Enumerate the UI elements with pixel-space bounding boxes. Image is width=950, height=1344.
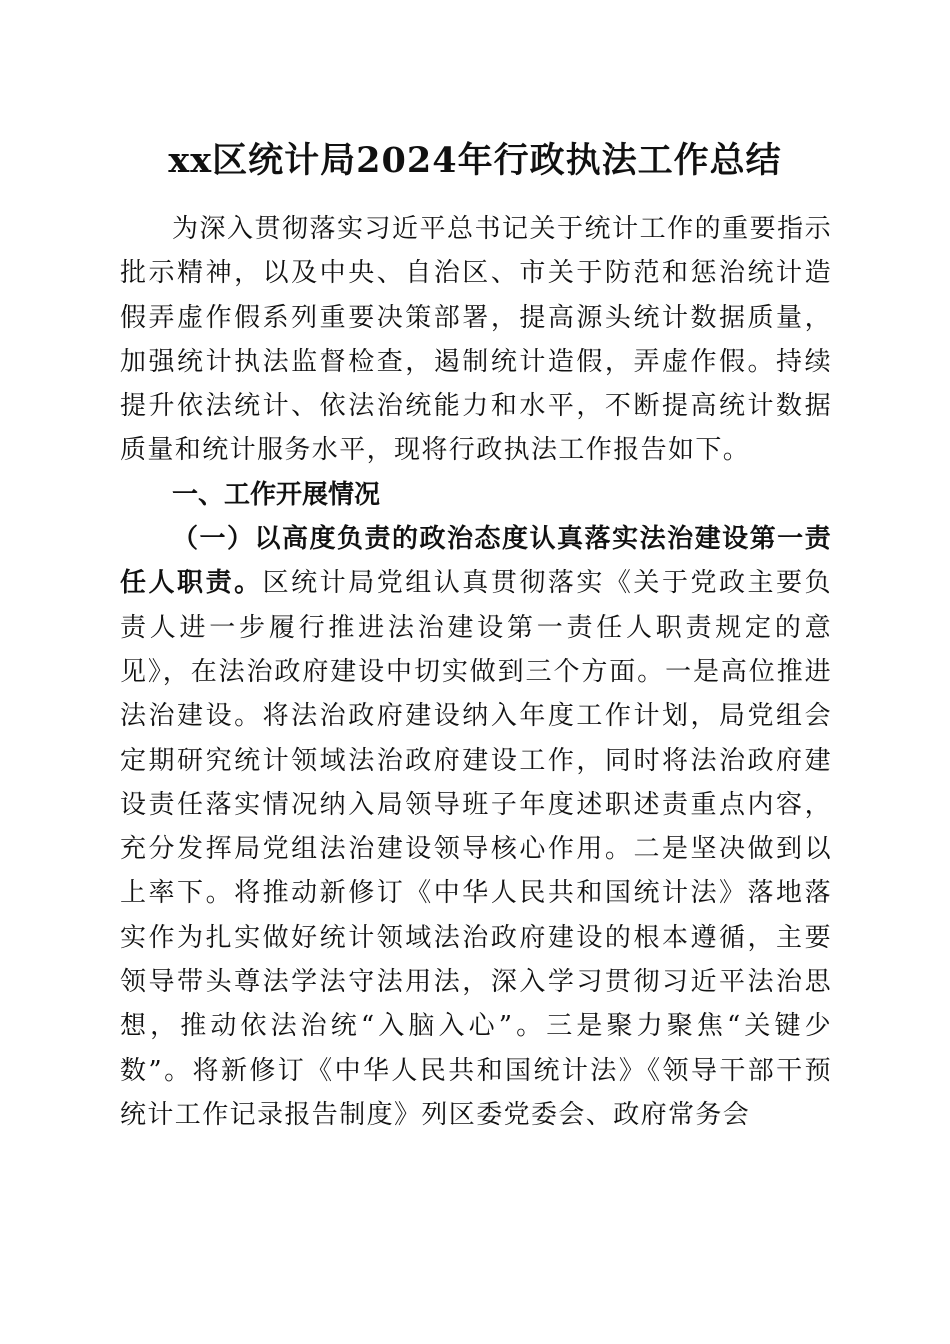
intro-paragraph: 为深入贯彻落实习近平总书记关于统计工作的重要指示批示精神，以及中央、自治区、市关于防范和惩治统计造假弄虚作假系列重要决策部署，提高源头统计数据质量，加强统计执法监督检查，遏制统计造假，弄虚作假。持续提升依法统计、依法治统能力和水平，不断提高统计数据质量和统计服务水平，现将行政执法工作报告如下。 — [120, 214, 832, 466]
document-title: xx区统计局2024年行政执法工作总结 — [168, 140, 782, 181]
document-body — [120, 207, 832, 1137]
subsection-paragraph-1 — [120, 517, 832, 1137]
subsection-lead-1: （一）以高度负责的政治态度认真落实法治建设第一责任人职责。 — [120, 524, 832, 599]
subsection-body-1: 区统计局党组认真贯彻落实《关于党政主要负责人进一步履行推进法治建设第一责任人职责规定的意见》，在法治政府建设中切实做到三个方面。一是高位推进法治建设。将法治政府建设纳入年度工作计划，局党组会定期研究统计领域法治政府建设工作，同时将法治政府建设责任落实情况纳入局领导班子年度述职述责重点内容，充分发挥局党组法治建设领导核心作用。二是坚决做到以上率下。将推动新修订《中华人民共和国统计法》落地落实作为扎实做好统计领域法治政府建设的根本遵循，主要领导带头尊法学法守法用法，深入学习贯彻习近平法治思想，推动依法治统“入脑入心”。三是聚力聚焦“关键少数”。将新修订《中华人民共和国统计法》《领导干部干预统计工作记录报告制度》列区委党委会、政府常务会 — [120, 568, 832, 1130]
section-heading-1: 一、工作开展情况 — [172, 479, 381, 510]
